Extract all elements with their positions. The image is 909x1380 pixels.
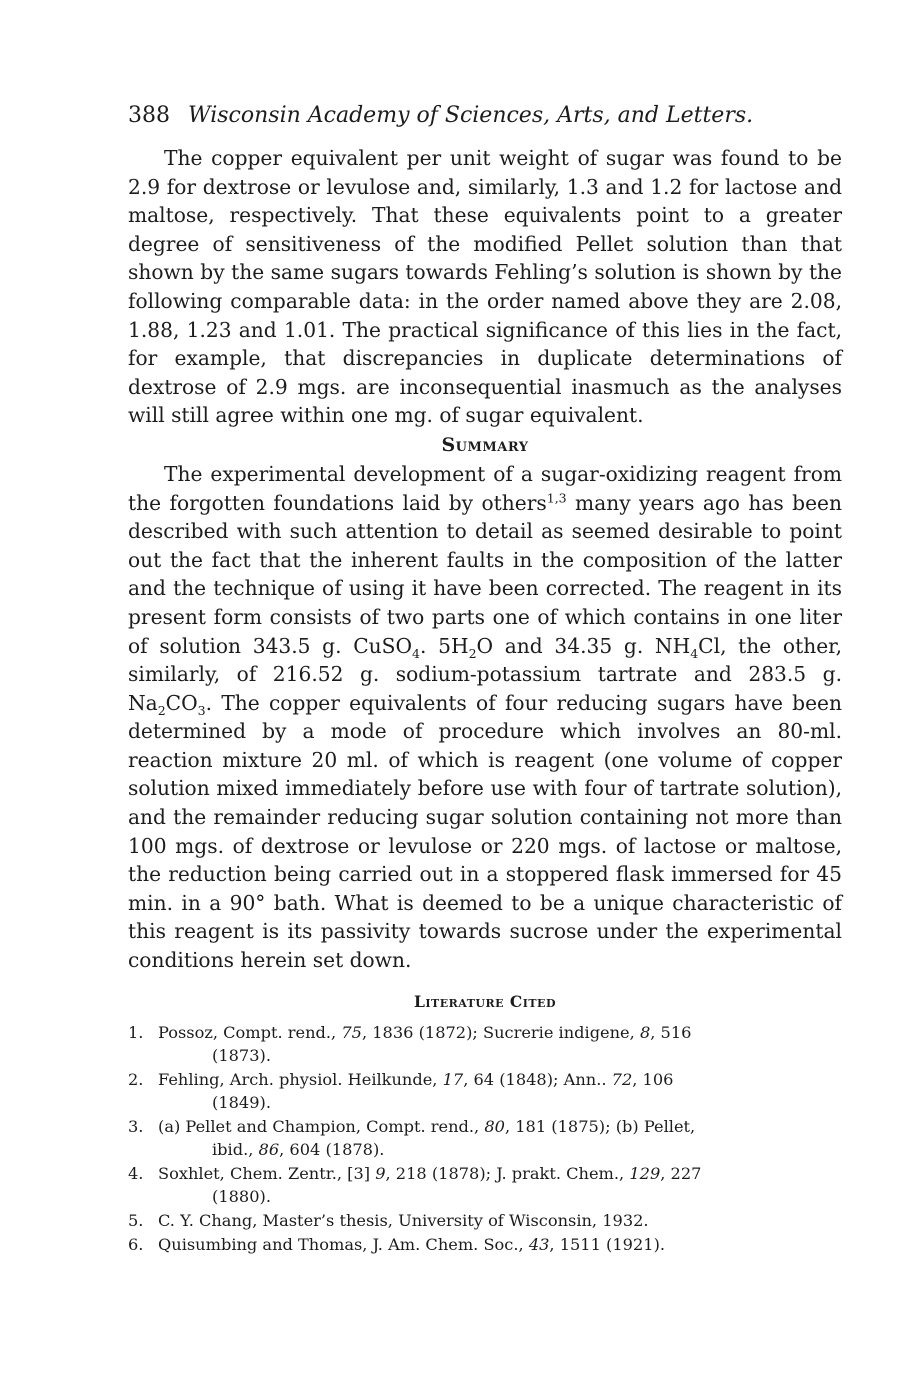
summary-text-2: many years ago has been described with such attention to detail as seemed desirable to point out the fact that the inherent faults in the composition of the latter and the technique of using it have been corrected. The reagent in its present form consists of two parts one of which contains in one liter of solution 343.5 g. CuSO	[128, 490, 842, 658]
reference-number: 1.	[128, 1022, 144, 1042]
ref-part: , 106	[632, 1069, 674, 1089]
ref-volume: 17	[442, 1069, 464, 1089]
reference-item	[128, 1068, 842, 1114]
ref-part: Soxhlet, Chem. Zentr., [3]	[158, 1163, 376, 1183]
ref-part: , 64 (1848); Ann..	[463, 1069, 612, 1089]
page	[128, 96, 842, 1257]
reference-text	[158, 1021, 842, 1067]
subscript: 4	[690, 645, 699, 661]
ref-volume: 72	[611, 1069, 633, 1089]
ref-part: , 1836 (1872); Sucrerie indigene,	[361, 1022, 640, 1042]
reference-number: 5.	[128, 1210, 144, 1230]
summary-text-4: O and 34.35 g. NH	[476, 633, 691, 658]
subscript: 4	[412, 645, 420, 661]
reference-item	[128, 1162, 842, 1208]
ref-part: ibid.,	[212, 1139, 259, 1159]
ref-part: Fehling, Arch. physiol. Heilkunde,	[158, 1069, 443, 1089]
summary-text-1: The experimental development of a sugar-oxidizing reagent from the forgotten foundations laid by others	[128, 461, 842, 515]
ref-part: Possoz, Compt. rend.,	[158, 1022, 342, 1042]
ref-volume: 43	[528, 1234, 550, 1254]
reference-number: 4.	[128, 1163, 144, 1183]
page-number: 388	[128, 103, 170, 128]
ref-part: , 218 (1878); J. prakt. Chem.,	[385, 1163, 630, 1183]
summary-heading: Summary	[441, 433, 529, 456]
paragraph-summary	[128, 460, 842, 975]
ref-part: , 604 (1878).	[279, 1139, 385, 1159]
ref-volume: 86	[258, 1139, 280, 1159]
citation-superscript: 1,3	[546, 489, 567, 505]
subscript: 2	[157, 702, 166, 718]
summary-text-3: . 5H	[420, 633, 469, 658]
summary-text-7: . The copper equivalents of four reducing sugars have been determined by a mode of procedure which involves an 80-ml. reaction mixture 20 ml. of which is reagent (one volume of copper solution mixed immediately before use with four of tartrate solution), and the remainder reducing sugar solution containing not more than 100 mgs. of dextrose or levulose or 220 mgs. of lactose or maltose, the reduction being carried out in a stoppered flask immersed for 45 min. in a 90° bath. What is deemed to be a unique characteristic of this reagent is its passivity towards sucrose under the experimental conditions herein set down.	[128, 690, 842, 973]
reference-number: 6.	[128, 1234, 144, 1254]
running-header	[128, 96, 842, 136]
reference-text	[158, 1162, 842, 1208]
ref-part: , 227	[660, 1163, 702, 1183]
ref-volume: 75	[341, 1022, 362, 1042]
ref-part: (a) Pellet and Champion, Compt. rend.,	[158, 1116, 485, 1136]
ref-volume: 9	[375, 1163, 386, 1183]
summary-text-6: CO	[165, 690, 198, 715]
subscript: 3	[197, 702, 206, 718]
ref-volume: 129	[629, 1163, 661, 1183]
literature-cited-heading: Literature Cited	[414, 991, 556, 1011]
reference-number: 3.	[128, 1116, 144, 1136]
paragraph-copper-equivalent: The copper equivalent per unit weight of sugar was found to be 2.9 for dextrose or levulose and, similarly, 1.3 and 1.2 for lactose and maltose, respectively. That these equivalents point to a greater degree of sensitiveness of the modified Pellet solution than that shown by the same sugars towards Fehling’s solution is shown by the following comparable data: in the order named above they are 2.08, 1.88, 1.23 and 1.01. The practical significance of this lies in the fact, for example, that discrepancies in duplicate determinations of dextrose of 2.9 mgs. are inconsequential inasmuch as the analyses will still agree within one mg. of sugar equivalent.	[128, 146, 842, 428]
ref-continuation	[158, 1138, 842, 1161]
ref-volume: 80	[484, 1116, 505, 1136]
ref-part: , 181 (1875); (b) Pellet,	[504, 1116, 696, 1136]
reference-list	[128, 1021, 842, 1256]
reference-text	[158, 1233, 842, 1256]
reference-item	[128, 1115, 842, 1161]
reference-item	[128, 1021, 842, 1067]
ref-part: , 516	[650, 1022, 692, 1042]
reference-item	[128, 1209, 842, 1232]
body-text	[128, 144, 842, 975]
ref-part: , 1511 (1921).	[549, 1234, 666, 1254]
journal-title: Wisconsin Academy of Sciences, Arts, and Letters.	[188, 103, 754, 128]
ref-continuation: (1873).	[212, 1045, 271, 1065]
ref-continuation: (1849).	[212, 1092, 271, 1112]
ref-part: Quisumbing and Thomas, J. Am. Chem. Soc.,	[158, 1234, 529, 1254]
reference-item	[128, 1233, 842, 1256]
ref-continuation: (1880).	[212, 1186, 271, 1206]
ref-volume: 8	[639, 1022, 651, 1042]
reference-text	[158, 1115, 842, 1161]
summary-text-5: Cl, the other, similarly, of 216.52 g. sodium-potassium tartrate and 283.5 g. Na	[128, 633, 842, 715]
subscript: 2	[468, 645, 477, 661]
reference-text: C. Y. Chang, Master’s thesis, University of Wisconsin, 1932.	[158, 1210, 649, 1230]
reference-number: 2.	[128, 1069, 144, 1089]
reference-text	[158, 1068, 842, 1114]
